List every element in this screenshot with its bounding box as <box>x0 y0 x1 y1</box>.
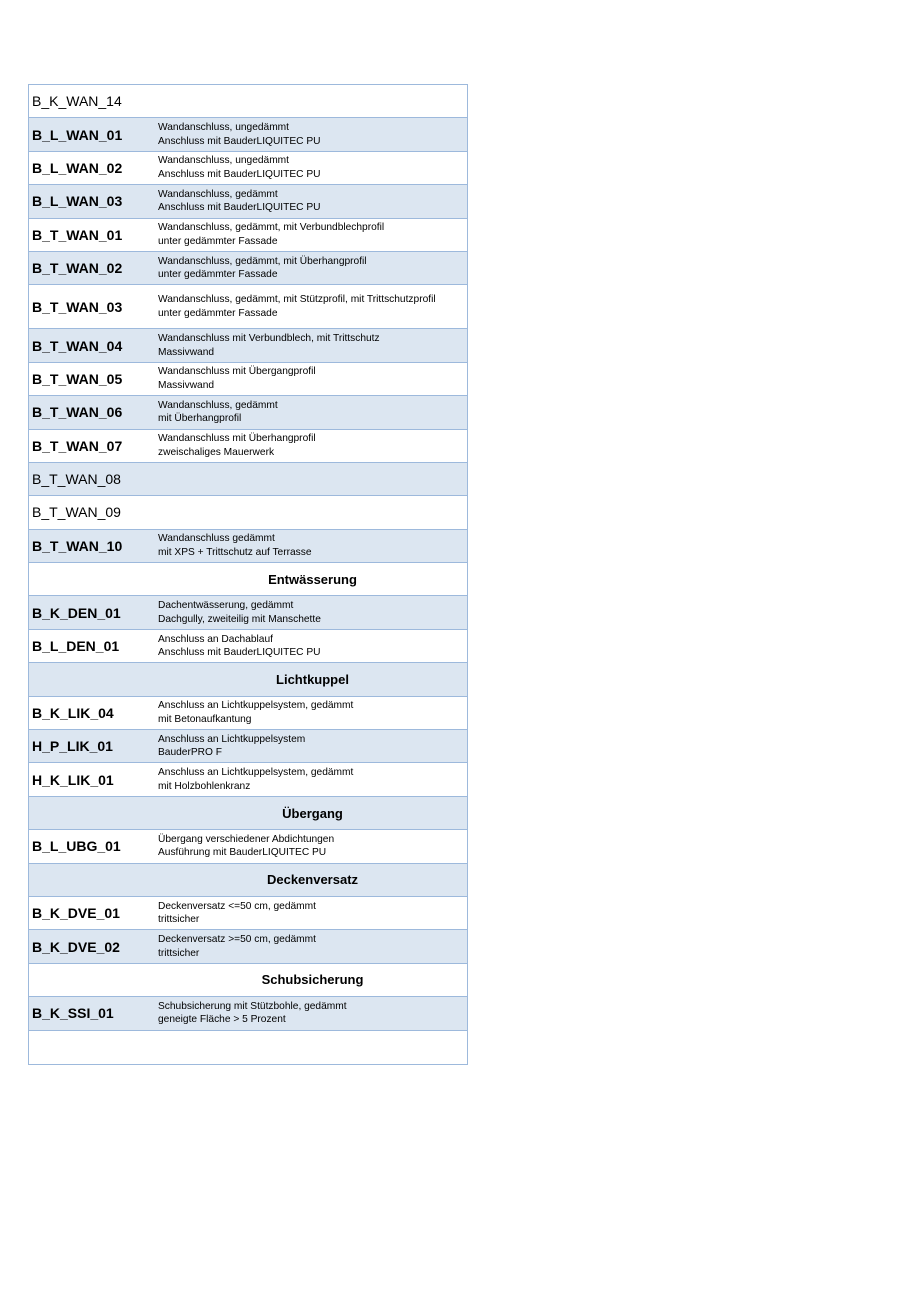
section-title: Übergang <box>282 805 343 821</box>
description-line-1: Übergang verschiedener Abdichtungen <box>158 833 335 845</box>
detail-description <box>158 699 467 726</box>
description-line-1: Deckenversatz <=50 cm, gedämmt <box>158 900 316 912</box>
table-row <box>29 830 467 863</box>
detail-description <box>158 399 467 426</box>
table-row <box>29 329 467 362</box>
table-row <box>29 697 467 730</box>
description-line-1: Schubsicherung mit Stützbohle, gedämmt <box>158 1000 347 1012</box>
table-row <box>29 285 467 329</box>
description-line-2: mit Betonaufkantung <box>158 713 252 725</box>
detail-code: B_T_WAN_01 <box>32 226 123 243</box>
table-row <box>29 363 467 396</box>
detail-description <box>158 432 467 459</box>
section-title: Entwässerung <box>268 571 357 587</box>
detail-code: B_K_DVE_01 <box>32 905 120 922</box>
description-line-2: BauderPRO F <box>158 747 222 759</box>
table-row <box>29 219 467 252</box>
detail-code: B_T_WAN_03 <box>32 298 123 315</box>
description-line-1: Wandanschluss mit Verbundblech, mit Trittschutz <box>158 333 380 345</box>
description-line-1: Wandanschluss, gedämmt <box>158 188 278 200</box>
description-line-1: Wandanschluss, gedämmt <box>158 399 278 411</box>
description-line-1: Anschluss an Dachablauf <box>158 633 273 645</box>
description-line-2: unter gedämmter Fassade <box>158 269 278 281</box>
table-row <box>29 496 467 529</box>
detail-description <box>158 1000 467 1027</box>
detail-code: B_T_WAN_09 <box>32 504 121 521</box>
detail-table <box>28 84 468 1065</box>
description-line-2: mit XPS + Trittschutz auf Terrasse <box>158 546 312 558</box>
description-line-2: mit Holzbohlenkranz <box>158 780 251 792</box>
description-line-2: Dachgully, zweiteilig mit Manschette <box>158 613 321 625</box>
description-line-2: zweischaliges Mauerwerk <box>158 446 275 458</box>
section-title: Deckenversatz <box>266 872 359 888</box>
table-row <box>29 152 467 185</box>
description-line-1: Wandanschluss, ungedämmt <box>158 122 289 134</box>
detail-code: B_K_SSI_01 <box>32 1005 114 1022</box>
table-row <box>29 997 467 1030</box>
detail-description <box>158 121 467 148</box>
description-line-1: Dachentwässerung, gedämmt <box>158 600 294 612</box>
table-row <box>29 763 467 796</box>
table-row <box>29 185 467 218</box>
detail-code: B_T_WAN_07 <box>32 437 123 454</box>
table-row <box>29 430 467 463</box>
detail-code: B_K_WAN_14 <box>32 93 122 110</box>
description-line-1: Deckenversatz >=50 cm, gedämmt <box>158 934 316 946</box>
table-row <box>29 252 467 285</box>
empty-row <box>29 1031 467 1064</box>
description-line-2: geneigte Fläche > 5 Prozent <box>158 1014 286 1026</box>
description-line-2: Ausführung mit BauderLIQUITEC PU <box>158 847 327 859</box>
section-header-lichtkuppel <box>29 663 467 696</box>
table-row <box>29 396 467 429</box>
description-line-2: trittsicher <box>158 947 200 959</box>
section-header-uebergang <box>29 797 467 830</box>
detail-description <box>158 766 467 793</box>
detail-code: B_L_WAN_02 <box>32 159 123 176</box>
table-row <box>29 530 467 563</box>
detail-description <box>158 733 467 760</box>
description-line-2: Anschluss mit BauderLIQUITEC PU <box>158 202 321 214</box>
description-line-1: Wandanschluss, gedämmt, mit Verbundblechprofil <box>158 222 385 234</box>
table-row <box>29 930 467 963</box>
section-title: Schubsicherung <box>261 972 364 988</box>
description-line-2: Massivwand <box>158 346 215 358</box>
detail-description <box>158 332 467 359</box>
table-row <box>29 596 467 629</box>
section-header-deckenversatz <box>29 864 467 897</box>
description-line-1: Wandanschluss gedämmt <box>158 533 275 545</box>
description-line-2: Anschluss mit BauderLIQUITEC PU <box>158 168 321 180</box>
table-row <box>29 897 467 930</box>
description-line-1: Wandanschluss, gedämmt, mit Überhangprofil <box>158 255 367 267</box>
detail-description <box>158 365 467 392</box>
description-line-1: Anschluss an Lichtkuppelsystem <box>158 733 306 745</box>
table-row <box>29 730 467 763</box>
description-line-2: mit Überhangprofil <box>158 413 242 425</box>
table-row <box>29 85 467 118</box>
description-line-2: Anschluss mit BauderLIQUITEC PU <box>158 135 321 147</box>
section-header-entwaesserung <box>29 563 467 596</box>
detail-description <box>158 221 467 248</box>
detail-description <box>158 188 467 215</box>
table-row <box>29 630 467 663</box>
detail-description <box>158 900 467 927</box>
detail-code: B_T_WAN_06 <box>32 404 123 421</box>
detail-code: H_P_LIK_01 <box>32 738 113 755</box>
detail-description <box>158 154 467 181</box>
description-line-2: unter gedämmter Fassade <box>158 307 278 319</box>
description-line-2: unter gedämmter Fassade <box>158 235 278 247</box>
section-header-schubsicherung <box>29 964 467 997</box>
detail-code: B_K_DVE_02 <box>32 938 120 955</box>
detail-code: B_T_WAN_05 <box>32 370 123 387</box>
detail-code: B_K_LIK_04 <box>32 704 114 721</box>
description-line-1: Anschluss an Lichtkuppelsystem, gedämmt <box>158 700 354 712</box>
detail-code: B_T_WAN_04 <box>32 337 123 354</box>
detail-description <box>158 255 467 282</box>
description-line-1: Wandanschluss mit Übergangprofil <box>158 366 316 378</box>
detail-description <box>158 599 467 626</box>
table-row <box>29 118 467 151</box>
detail-description <box>158 532 467 559</box>
detail-description <box>158 933 467 960</box>
detail-description <box>158 293 467 320</box>
detail-code: B_L_WAN_01 <box>32 126 123 143</box>
detail-code: B_L_UBG_01 <box>32 838 121 855</box>
detail-code: B_K_DEN_01 <box>32 604 121 621</box>
description-line-2: trittsicher <box>158 914 200 926</box>
description-line-2: Massivwand <box>158 379 215 391</box>
description-line-1: Wandanschluss, gedämmt, mit Stützprofil, mit Trittschutzprofil <box>158 294 436 306</box>
section-title: Lichtkuppel <box>276 671 349 687</box>
detail-code: B_T_WAN_08 <box>32 471 121 488</box>
detail-code: B_T_WAN_10 <box>32 537 123 554</box>
detail-code: B_T_WAN_02 <box>32 260 123 277</box>
detail-code: B_L_WAN_03 <box>32 193 123 210</box>
detail-description <box>158 633 467 660</box>
description-line-1: Anschluss an Lichtkuppelsystem, gedämmt <box>158 767 354 779</box>
detail-description <box>158 833 467 860</box>
detail-code: H_K_LIK_01 <box>32 771 114 788</box>
detail-code: B_L_DEN_01 <box>32 638 120 655</box>
description-line-1: Wandanschluss mit Überhangprofil <box>158 433 316 445</box>
description-line-2: Anschluss mit BauderLIQUITEC PU <box>158 647 321 659</box>
table-row <box>29 463 467 496</box>
description-line-1: Wandanschluss, ungedämmt <box>158 155 289 167</box>
